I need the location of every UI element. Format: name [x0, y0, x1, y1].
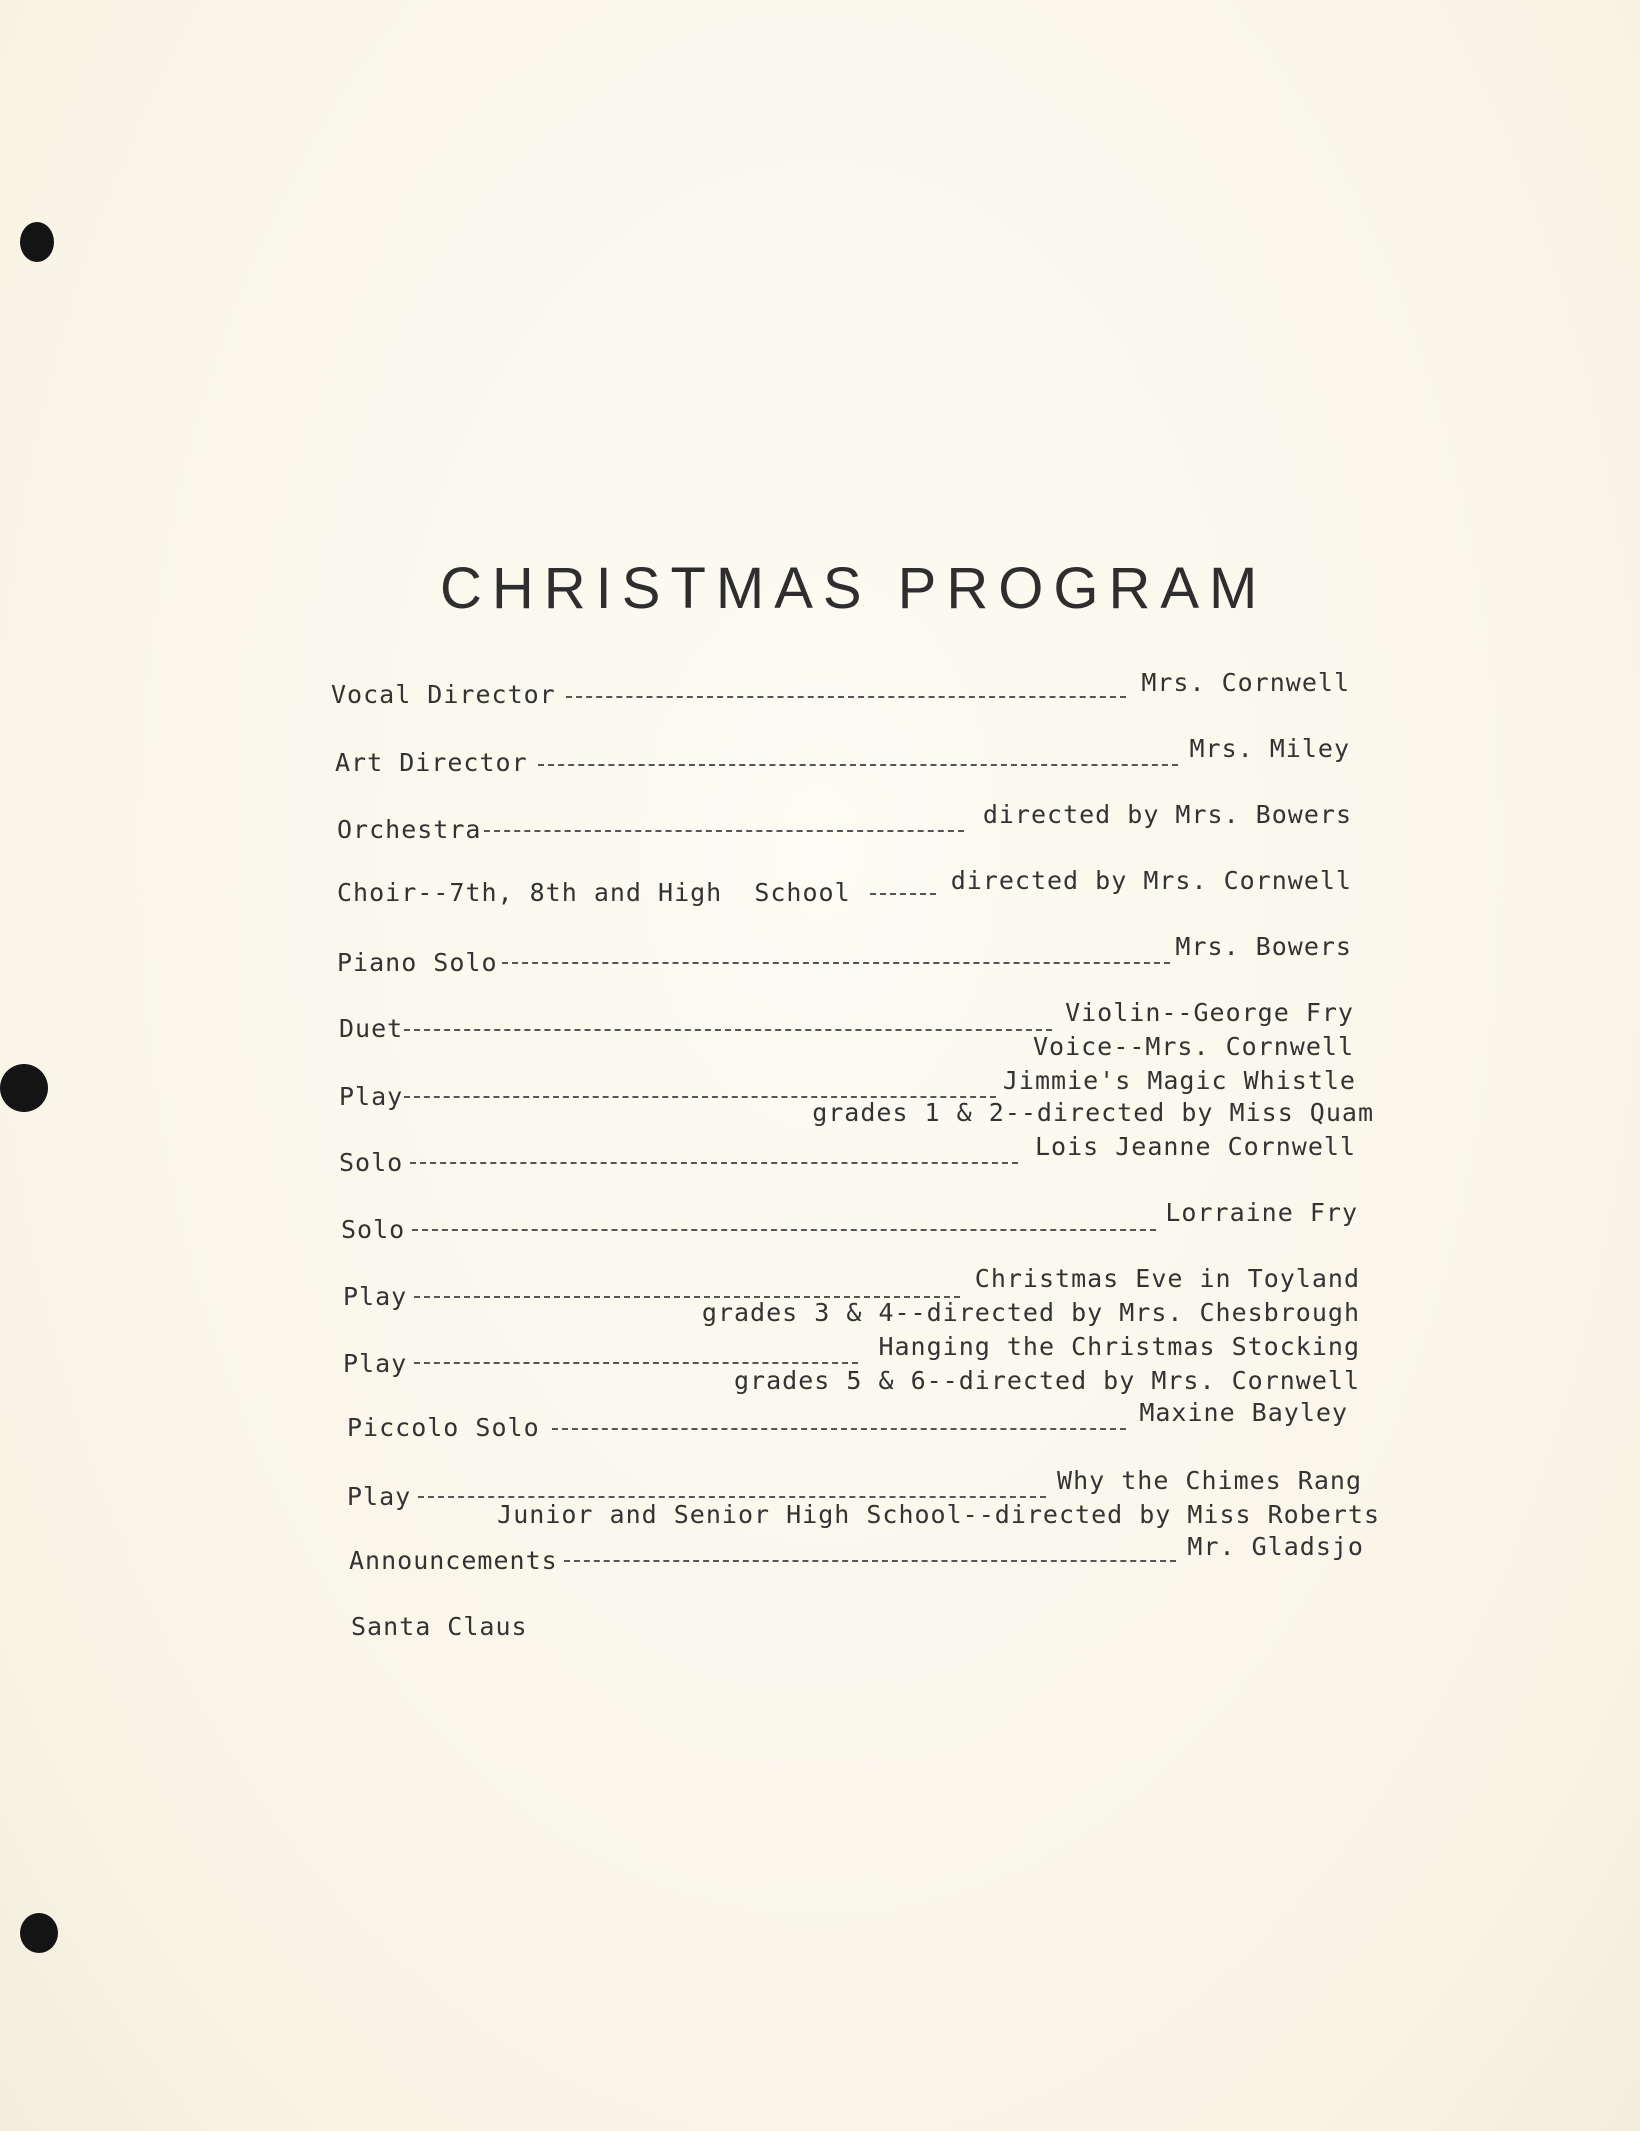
- leader-line: [502, 962, 1170, 964]
- item-performer-play-3: Hanging the Christmas Stocking: [878, 1332, 1360, 1361]
- item-label-santa-claus: Santa Claus: [351, 1612, 528, 1641]
- item-detail-play-2: grades 3 & 4--directed by Mrs. Chesbrough: [701, 1298, 1360, 1327]
- item-label-solo-1: Solo: [339, 1148, 404, 1177]
- leader-line: [484, 830, 964, 832]
- leader-line: [552, 1428, 1126, 1430]
- item-label-piano-solo: Piano Solo: [337, 948, 498, 977]
- item-label-solo-2: Solo: [341, 1215, 406, 1244]
- binder-hole-top: [20, 222, 54, 262]
- item-label-choir: Choir--7th, 8th and High School: [337, 878, 851, 907]
- item-detail-play-3: grades 5 & 6--directed by Mrs. Cornwell: [734, 1366, 1360, 1395]
- item-performer-vocal-director: Mrs. Cornwell: [1141, 668, 1350, 697]
- item-performer-choir: directed by Mrs. Cornwell: [950, 866, 1352, 895]
- binder-hole-middle: [0, 1064, 48, 1112]
- item-performer-piccolo-solo: Maxine Bayley: [1139, 1398, 1348, 1427]
- item-label-play-3: Play: [343, 1349, 408, 1378]
- leader-line: [412, 1229, 1156, 1231]
- item-label-duet: Duet: [339, 1014, 404, 1043]
- item-performer-art-director: Mrs. Miley: [1189, 734, 1350, 763]
- leader-line: [418, 1496, 1046, 1498]
- item-performer-solo-2: Lorraine Fry: [1165, 1198, 1358, 1227]
- item-performer-solo-1: Lois Jeanne Cornwell: [1034, 1132, 1356, 1161]
- item-label-orchestra: Orchestra: [337, 815, 482, 844]
- item-performer-play-4: Why the Chimes Rang: [1057, 1466, 1362, 1495]
- leader-line: [404, 1029, 1052, 1031]
- item-label-play-4: Play: [347, 1482, 412, 1511]
- leader-line: [564, 1560, 1176, 1562]
- item-label-play-1: Play: [339, 1082, 404, 1111]
- item-label-announcements: Announcements: [349, 1546, 558, 1575]
- item-performer-play-2: Christmas Eve in Toyland: [974, 1264, 1360, 1293]
- binder-hole-bottom: [20, 1913, 58, 1953]
- item-label-play-2: Play: [343, 1282, 408, 1311]
- leader-line: [870, 893, 936, 895]
- item-label-art-director: Art Director: [335, 748, 528, 777]
- leader-line: [410, 1162, 1018, 1164]
- item-performer-announcements: Mr. Gladsjo: [1187, 1532, 1364, 1561]
- item-detail-duet: Voice--Mrs. Cornwell: [1032, 1032, 1354, 1061]
- item-label-vocal-director: Vocal Director: [331, 680, 556, 709]
- item-performer-piano-solo: Mrs. Bowers: [1175, 932, 1352, 961]
- leader-line: [414, 1362, 858, 1364]
- leader-line: [566, 696, 1126, 698]
- item-performer-play-1: Jimmie's Magic Whistle: [1002, 1066, 1356, 1095]
- item-performer-duet: Violin--George Fry: [1065, 998, 1354, 1027]
- item-label-piccolo-solo: Piccolo Solo: [347, 1413, 540, 1442]
- item-detail-play-1: grades 1 & 2--directed by Miss Quam: [812, 1098, 1374, 1127]
- item-performer-orchestra: directed by Mrs. Bowers: [982, 800, 1352, 829]
- program-title: CHRISTMAS PROGRAM: [440, 556, 1268, 621]
- item-detail-play-4: Junior and Senior High School--directed by Miss Roberts: [497, 1500, 1380, 1529]
- leader-line: [538, 764, 1178, 766]
